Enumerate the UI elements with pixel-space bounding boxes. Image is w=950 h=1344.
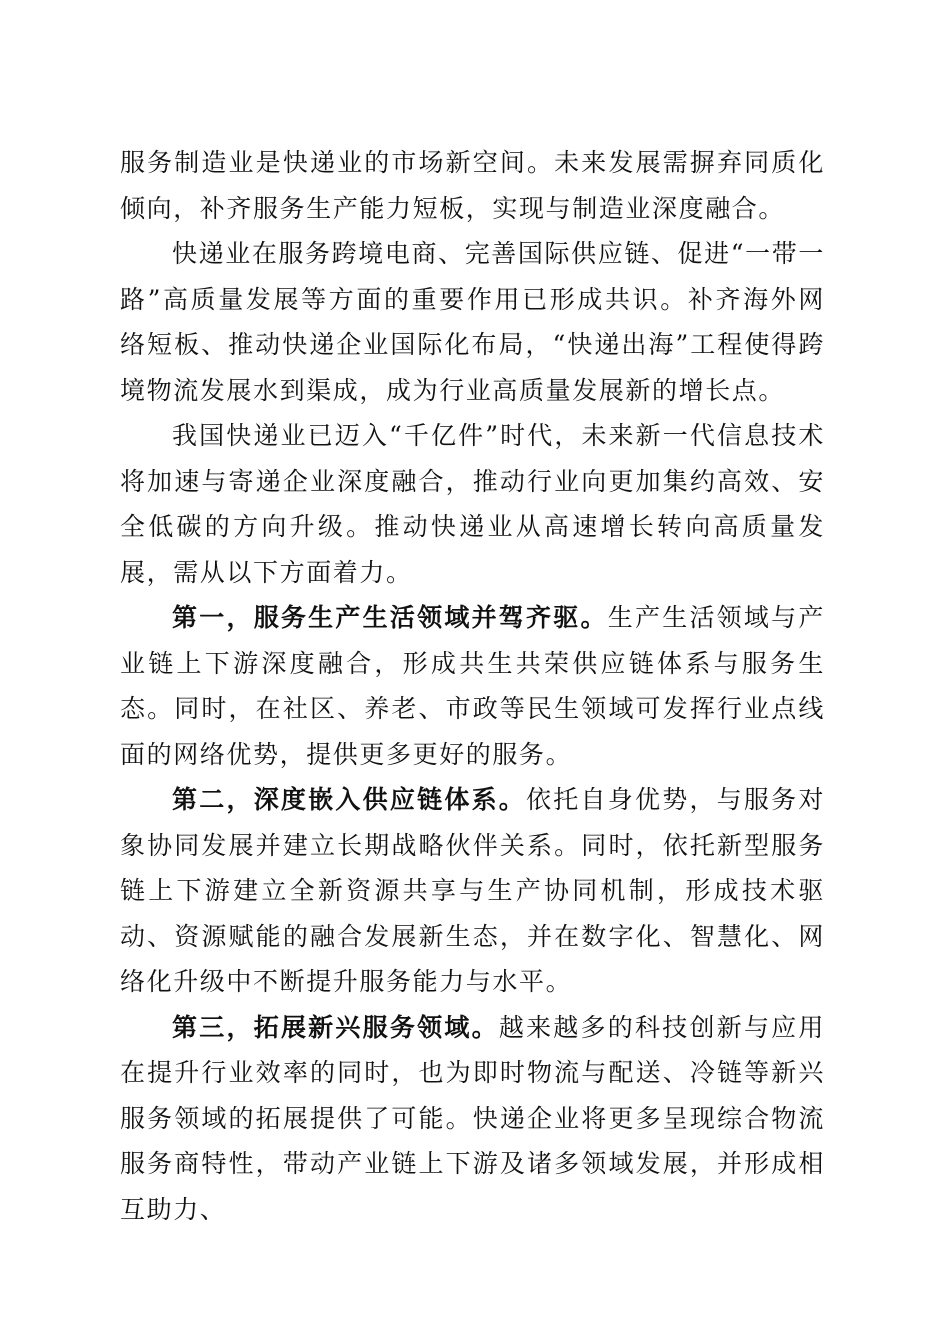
paragraph-lead-heading: 第二，深度嵌入供应链体系。 — [172, 785, 527, 814]
paragraph-text: 越来越多的科技创新与应用在提升行业效率的同时，也为即时物流与配送、冷链等新兴服务领域的拓展提供了可能。快递企业将更多呈现综合物流服务商特性，带动产业链上下游及诸多领域发展，并形成相互助力、 — [120, 1012, 826, 1224]
paragraph-text: 我国快递业已迈入“千亿件”时代，未来新一代信息技术将加速与寄递企业深度融合，推动行业向更加集约高效、安全低碳的方向升级。推动快递业从高速增长转向高质量发展，需从以下方面着力。 — [120, 421, 825, 587]
paragraph-cross-border — [120, 231, 825, 413]
paragraph-point-three — [120, 1005, 825, 1233]
paragraph-text: 快递业在服务跨境电商、完善国际供应链、促进“一带一路”高质量发展等方面的重要作用已形成共识。补齐海外网络短板、推动快递企业国际化布局，“快递出海”工程使得跨境物流发展水到渠成，成为行业高质量发展新的增长点。 — [120, 239, 825, 405]
document-body — [120, 140, 825, 1232]
paragraph-lead-heading: 第一，服务生产生活领域并驾齐驱。 — [172, 603, 608, 632]
paragraph-text: 依托自身优势，与服务对象协同发展并建立长期战略伙伴关系。同时，依托新型服务链上下游建立全新资源共享与生产协同机制，形成技术驱动、资源赋能的融合发展新生态，并在数字化、智慧化、网络化升级中不断提升服务能力与水平。 — [120, 785, 825, 996]
paragraph-text: 服务制造业是快递业的市场新空间。未来发展需摒弃同质化倾向，补齐服务生产能力短板，实现与制造业深度融合。 — [120, 148, 825, 223]
paragraph-continuation — [120, 140, 825, 231]
paragraph-trillion-parcels — [120, 413, 825, 595]
paragraph-point-one — [120, 595, 825, 777]
paragraph-lead-heading: 第三，拓展新兴服务领域。 — [172, 1012, 499, 1042]
paragraph-text: 生产生活领域与产业链上下游深度融合，形成共生共荣供应链体系与服务生态。同时，在社区、养老、市政等民生领域可发挥行业点线面的网络优势，提供更多更好的服务。 — [120, 603, 825, 769]
paragraph-point-two — [120, 777, 825, 1005]
